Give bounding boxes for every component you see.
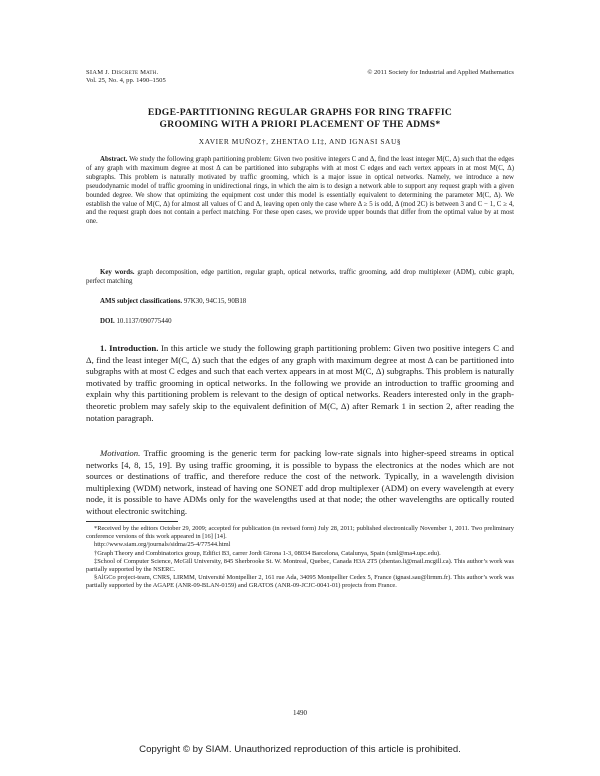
footnote-author-munoz: †Graph Theory and Combinatorics group, Edifici B3, carrer Jordi Girona 1-3, 08034 Barcelona, Catalunya, Spain (xml@ma4.upc.edu). [94, 549, 441, 557]
journal-volume: Vol. 25, No. 4, pp. 1490–1505 [86, 77, 166, 85]
footnote-received: *Received by the editors October 29, 2009; accepted for publication (in revised form) July 28, 2011; published electronically November 1, 2011. Two preliminary conference versions of this work appeared in [16] [14]. [86, 525, 514, 541]
footnote-divider [86, 521, 178, 522]
title-line-1: EDGE-PARTITIONING REGULAR GRAPHS FOR RING TRAFFIC [147, 107, 453, 118]
journal-name: SIAM J. Discrete Math. [86, 69, 159, 76]
section-heading-introduction: 1. Introduction. [100, 343, 159, 353]
ams-text: 97K30, 94C15, 90B18 [183, 298, 247, 305]
intro-text-1: In this article we study the following graph partitioning problem: Given two positive integers C and Δ, find the least integer M(C, Δ) such that the edges of any graph with maximum degree at most Δ can be partitioned into subgraphs with at most C edges and such that each vertex appears in at most M(C, Δ) subgraphs. This problem is naturally motivated by traffic grooming in optical networks. In the following we provide an introduction to traffic grooming and explain why this partitioning problem is relevant to the design of optical networks. Readers interested only in the graph-theoretic problem may safely skip to the equivalent definition of M(C, Δ) after Remark 1 in section 2, after reading the notation paragraph. [86, 343, 515, 423]
title-line-2: GROOMING WITH A PRIORI PLACEMENT OF THE ADMS* [159, 119, 441, 130]
intro-text-2: Traffic grooming is the generic term for packing low-rate signals into higher-speed streams in optical networks [4, 8, 15, 19]. By using traffic grooming, it is possible to bypass the electronics at the nodes which are not sources or destinations of traffic, and therefore reduce the cost of the network. Typically, in a wavelength division multiplexing (WDM) network, instead of having one SONET add drop multiplexer (ADM) on every wavelength at every node, it is possible to have ADMs only for the wavelengths used at that node; the other wavelengths are optically routed without electronic switching. [86, 448, 515, 516]
abstract-label: Abstract. [100, 156, 128, 163]
doi-label: DOI. [100, 318, 115, 325]
footnote-url[interactable]: http://www.siam.org/journals/sidma/25-4/77544.html [94, 541, 231, 549]
journal-header [86, 69, 166, 86]
abstract-text: We study the following graph partitioning problem: Given two positive integers C and Δ, find the least integer M(C, Δ) such that the edges of any graph with maximum degree at most Δ can be partitioned into subgraphs with at most C edges and each vertex appears in at most M(C, Δ) subgraphs. This problem is naturally motivated by traffic grooming, which is a major issue in optical networks. Namely, we introduce a new pseudodynamic model of traffic grooming in unidirectional rings, in which the aim is to design a network able to support any request graph with a given bounded degree. We show that optimizing the equipment cost under this model is essentially equivalent to determining the parameter M(C, Δ). We establish the value of M(C, Δ) for almost all values of C and Δ, leaving open only the case where Δ ≥ 5 is odd, Δ (mod 2C) is between 3 and C − 1, C ≥ 4, and the request graph does not contain a perfect matching. For these open cases, we provide upper bounds that differ from the optimal value by at most one. [86, 156, 514, 226]
footnotes [86, 525, 514, 591]
author-list: XAVIER MUÑOZ†, ZHENTAO LI‡, AND IGNASI SAU§ [198, 137, 402, 146]
footnote-author-li: ‡School of Computer Science, McGill University, 845 Sherbrooke St. W. Montreal, Quebec, Canada H3A 2T5 (zhentao.li@mail.mcgill.ca). This author’s work was partially supported by the NSERC. [86, 557, 514, 574]
footnote-author-sau: §AlGCo project-team, CNRS, LIRMM, Université Montpellier 2, 161 rue Ada, 34095 Montpellier Cedex 5, France (ignasi.sau@lirmm.fr). This author’s work was partially supported by the AGAPE (ANR-09-BLAN-0159) and GRATOS (ANR-09-JCJC-0041-01) projects from France. [86, 574, 514, 590]
paper-title [80, 107, 520, 131]
motivation-label: Motivation. [100, 448, 141, 458]
copyright-header: © 2011 Society for Industrial and Applied Mathematics [367, 69, 514, 76]
doi [100, 318, 514, 327]
doi-text: 10.1137/090775440 [116, 318, 172, 325]
abstract [86, 156, 514, 227]
ams-label: AMS subject classifications. [100, 298, 183, 305]
ams-classifications [100, 298, 514, 307]
intro-paragraph-2 [86, 448, 514, 518]
copyright-footer: Copyright © by SIAM. Unauthorized reproduction of this article is prohibited. [139, 744, 461, 755]
keywords [86, 269, 514, 287]
keywords-label: Key words. [100, 269, 135, 276]
page-number: 1490 [293, 709, 307, 717]
keywords-text: graph decomposition, edge partition, regular graph, optical networks, traffic grooming, add drop multiplexer (ADM), cubic graph, perfect matching [86, 269, 514, 285]
intro-paragraph-1 [86, 343, 514, 424]
